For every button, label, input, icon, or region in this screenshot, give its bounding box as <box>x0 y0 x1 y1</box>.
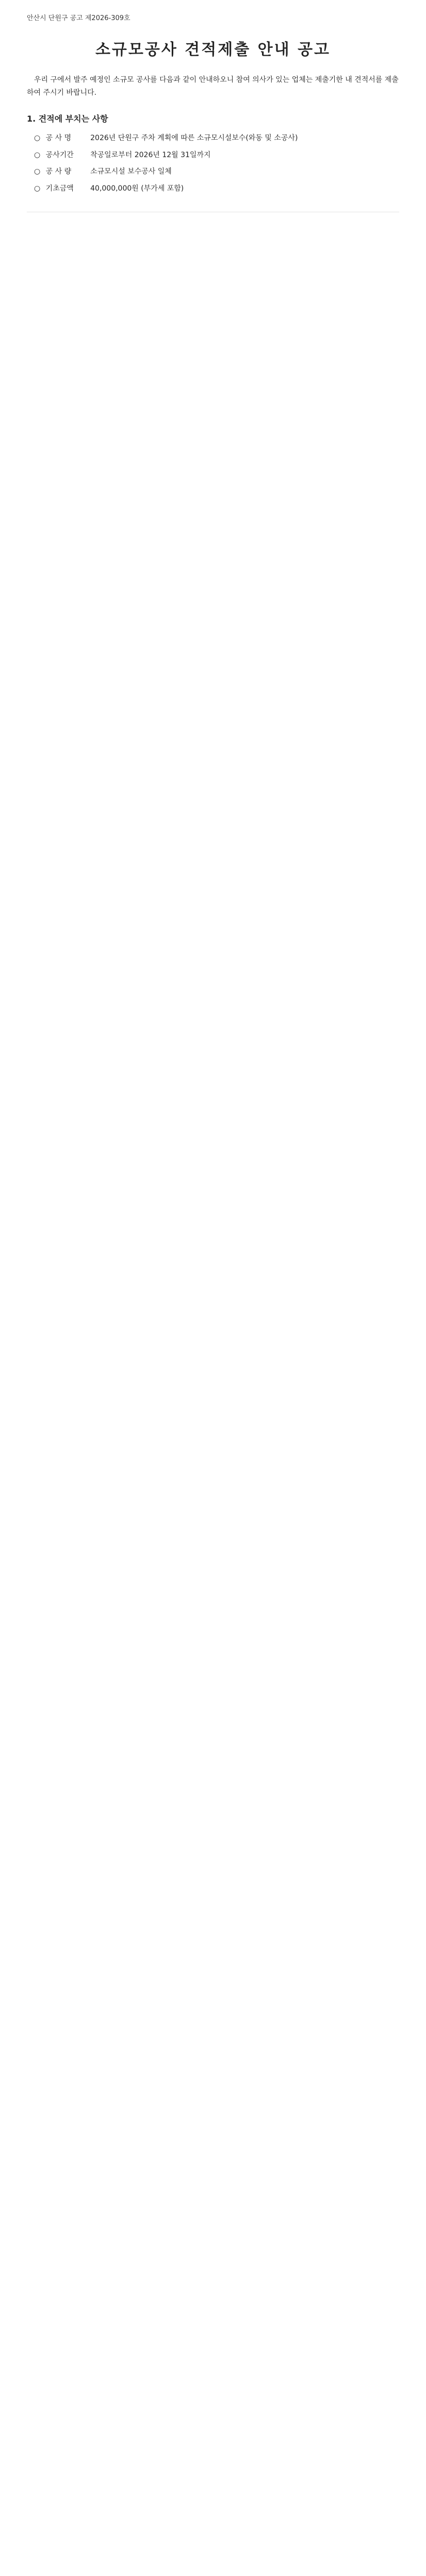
intro-paragraph: 우리 구에서 발주 예정인 소규모 공사를 다음과 같이 안내하오니 참여 의사가 있는 업체는 제출기한 내 견적서를 제출하여 주시기 바랍니다. <box>27 76 399 97</box>
overview-value: 2026년 단원구 주차 계획에 따른 소규모시설보수(와동 및 소공사) <box>90 134 298 142</box>
bullet-icon: ○ <box>34 134 41 142</box>
section-divider <box>27 212 399 223</box>
section-heading-overview: 1. 견적에 부치는 사항 <box>27 114 108 124</box>
overview-item-name <box>34 131 399 145</box>
announcement-number: 안산시 단원구 공고 제2026-309호 <box>27 14 130 22</box>
bullet-icon: ○ <box>34 150 41 159</box>
overview-key: 공 사 량 <box>45 167 72 176</box>
overview-value: 착공일로부터 2026년 12월 31일까지 <box>90 150 211 159</box>
overview-item-period <box>34 148 399 162</box>
overview-value: 40,000,000원 (부가세 포함) <box>90 184 184 193</box>
bullet-icon: ○ <box>34 167 41 176</box>
document-title: 소규모공사 견적제출 안내 공고 <box>95 41 331 59</box>
bullet-icon: ○ <box>34 184 41 193</box>
overview-key: 공사기간 <box>45 150 74 159</box>
overview-key: 기초금액 <box>45 184 74 193</box>
overview-value: 소규모시설 보수공사 일체 <box>90 167 172 176</box>
overview-list <box>27 131 399 195</box>
overview-item-scope <box>34 165 399 179</box>
overview-key: 공 사 명 <box>45 134 72 142</box>
overview-item-budget <box>34 182 399 196</box>
